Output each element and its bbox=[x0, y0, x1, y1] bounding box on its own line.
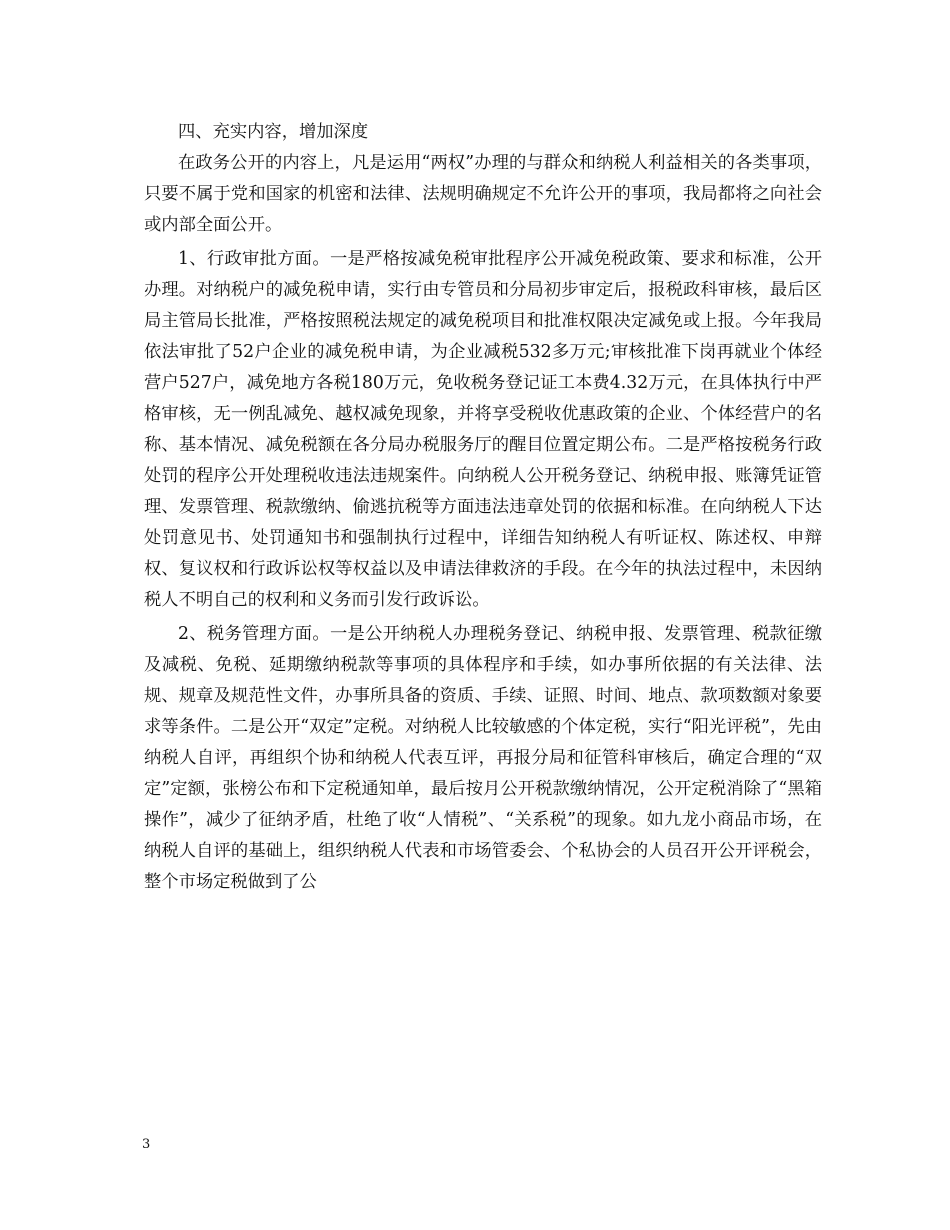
paragraph-administrative-approval: 1、行政审批方面。一是严格按减免税审批程序公开减免税政策、要求和标准，公开办理。对纳税户的减免税申请，实行由专管员和分局初步审定后，报税政科审核，最后区局主管局长批准，严格按照税法规定的减免税项目和批准权限决定减免或上报。今年我局依法审批了52户企业的减免税申请，为企业减税532多万元;审核批准下岗再就业个体经营户527户，减免地方各税180万元，免收税务登记证工本费4.32万元，在具体执行中严格审核，无一例乱减免、越权减免现象，并将享受税收优惠政策的企业、个体经营户的名称、基本情况、减免税额在各分局办税服务厅的醒目位置定期公布。二是严格按税务行政处罚的程序公开处理税收违法违规案件。向纳税人公开税务登记、纳税申报、账簿凭证管理、发票管理、税款缴纳、偷逃抗税等方面违法违章处罚的依据和标准。在向纳税人下达处罚意见书、处罚通知书和强制执行过程中，详细告知纳税人有听证权、陈述权、申辩权、复议权和行政诉讼权等权益以及申请法律救济的手段。在今年的执法过程中，未因纳税人不明自己的权利和义务而引发行政诉讼。 bbox=[144, 249, 822, 610]
page-number: 3 bbox=[142, 1137, 151, 1152]
document-body bbox=[144, 117, 822, 898]
section-heading: 四、充实内容，增加深度 bbox=[178, 122, 369, 142]
paragraph-tax-management: 2、税务管理方面。一是公开纳税人办理税务登记、纳税申报、发票管理、税款征缴及减税、免税、延期缴纳税款等事项的具体程序和手续，如办事所依据的有关法律、法规、规章及规范性文件，办事所具备的资质、手续、证照、时间、地点、款项数额对象要求等条件。二是公开“双定”定税。对纳税人比较敏感的个体定税，实行“阳光评税”，先由纳税人自评，再组织个协和纳税人代表互评，再报分局和征管科审核后，确定合理的“双定”定额，张榜公布和下定税通知单，最后按月公开税款缴纳情况，公开定税消除了“黑箱操作”，减少了征纳矛盾，杜绝了收“人情税”、“关系税”的现象。如九龙小商品市场，在纳税人自评的基础上，组织纳税人代表和市场管委会、个私协会的人员召开公开评税会，整个市场定税做到了公 bbox=[144, 624, 822, 892]
paragraph-intro: 在政务公开的内容上，凡是运用“两权”办理的与群众和纳税人利益相关的各类事项，只要不属于党和国家的机密和法律、法规明确规定不允许公开的事项，我局都将之向社会或内部全面公开。 bbox=[144, 153, 822, 235]
